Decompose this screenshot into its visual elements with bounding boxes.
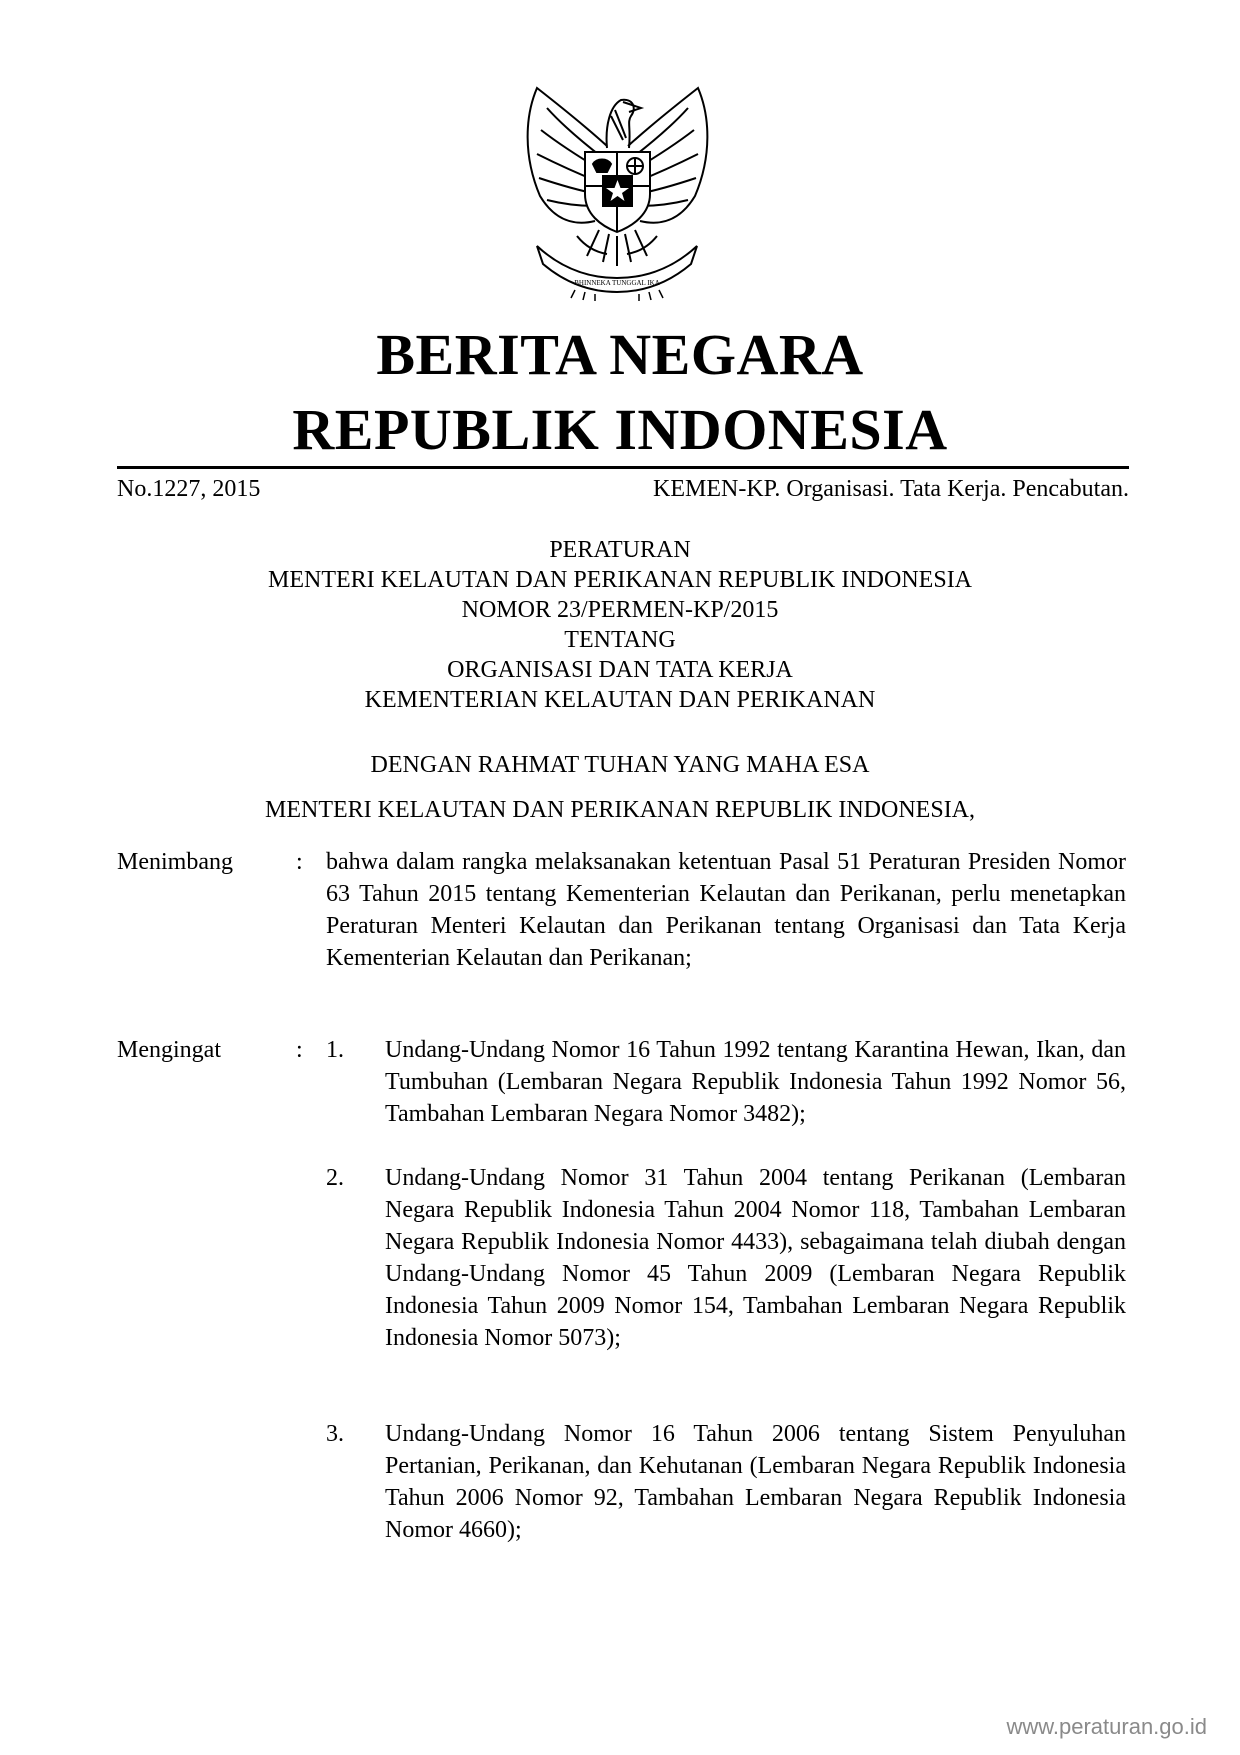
heading-line: MENTERI KELAUTAN DAN PERIKANAN REPUBLIK INDONESIA [267,567,973,593]
menimbang-text: bahwa dalam rangka melaksanakan ketentuan Pasal 51 Peraturan Presiden Nomor 63 Tahun 2015 tentang Kementerian Kelautan dan Perikanan, perlu menetapkan Peraturan Menteri Kelautan dan Perikanan tentang Organisasi dan Tata Kerja Kementerian Kelautan dan Perikanan; [326,849,1126,971]
heading-line: KEMENTERIAN KELAUTAN DAN PERIKANAN [364,687,876,713]
list-item: Undang-Undang Nomor 31 Tahun 2004 tentang Perikanan (Lembaran Negara Republik Indonesia Tahun 2004 Nomor 118, Tambahan Lembaran Negara Republik Indonesia Nomor 4433), sebagaimana telah diubah dengan Undang-Undang Nomor 45 Tahun 2009 (Lembaran Negara Republik Indonesia Tahun 2009 Nomor 154, Tambahan Lembaran Negara Republik Indonesia Nomor 5073); [385,1165,1126,1351]
menimbang-label: Menimbang [117,849,233,875]
regulation-heading [0,535,1240,715]
list-item: Undang-Undang Nomor 16 Tahun 2006 tentang Sistem Penyuluhan Pertanian, Perikanan, dan Kehutanan (Lembaran Negara Republik Indonesia Tahun 2006 Nomor 92, Tambahan Lembaran Negara Republik Indonesia Nomor 4660); [385,1421,1126,1543]
masthead-rule [117,466,1129,469]
gazette-subject: KEMEN-KP. Organisasi. Tata Kerja. Pencabutan. [653,476,1129,502]
menimbang-colon: : [296,849,303,875]
list-item-number: 2. [326,1165,344,1191]
blessing-line: DENGAN RAHMAT TUHAN YANG MAHA ESA [370,752,870,778]
mengingat-colon: : [296,1037,303,1063]
gazette-number: No.1227, 2015 [117,476,261,502]
heading-line: TENTANG [564,627,676,653]
list-item-number: 3. [326,1421,344,1447]
masthead-subtitle: REPUBLIK INDONESIA [292,397,948,462]
list-item: Undang-Undang Nomor 16 Tahun 1992 tentang Karantina Hewan, Ikan, dan Tumbuhan (Lembaran Negara Republik Indonesia Tahun 1992 Nomor 56, Tambahan Lembaran Negara Nomor 3482); [385,1037,1126,1127]
masthead-title: BERITA NEGARA [376,322,864,387]
minister-line: MENTERI KELAUTAN DAN PERIKANAN REPUBLIK INDONESIA, [264,797,976,823]
svg-text:BHINNEKA TUNGGAL IKA: BHINNEKA TUNGGAL IKA [574,279,660,287]
heading-line: PERATURAN [549,537,691,563]
mengingat-label: Mengingat [117,1037,221,1063]
list-item-number: 1. [326,1037,344,1063]
heading-line: NOMOR 23/PERMEN-KP/2015 [461,597,779,623]
heading-line: ORGANISASI DAN TATA KERJA [447,657,793,683]
garuda-emblem-icon [515,86,720,301]
footer-url: www.peraturan.go.id [1006,1714,1207,1739]
